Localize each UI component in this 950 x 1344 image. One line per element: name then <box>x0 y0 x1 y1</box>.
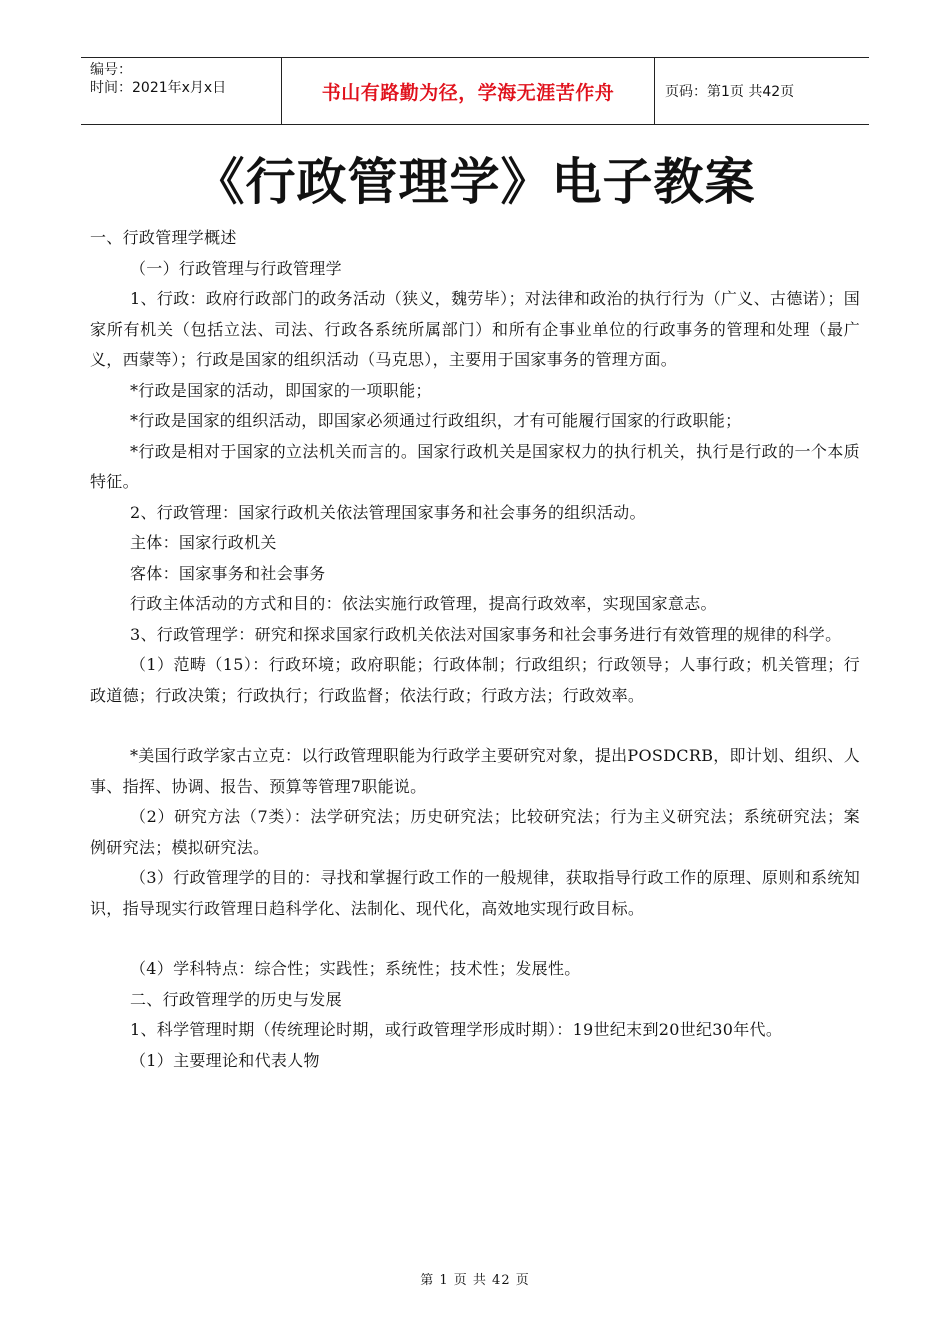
document-number-label: 编号： <box>90 62 132 78</box>
paragraph: （3）行政管理学的目的：寻找和掌握行政工作的一般规律，获取指导行政工作的原理、原则和系统知识，指导现实行政管理日趋科学化、法制化、现代化，高效地实现行政目标。 <box>90 868 860 918</box>
paragraph: 行政主体活动的方式和目的：依法实施行政管理，提高行政效率，实现国家意志。 <box>130 594 717 613</box>
header-page-info: 页码：第1页 共42页 <box>665 84 795 100</box>
document-title: 《行政管理学》电子教案 <box>194 153 756 211</box>
page-footer: 第 1 页 共 42 页 <box>420 1273 530 1288</box>
paragraph: （4）学科特点：综合性；实践性；系统性；技术性；发展性。 <box>130 959 581 978</box>
paragraph: （一）行政管理与行政管理学 <box>130 258 342 278</box>
document-body <box>90 223 860 1076</box>
paragraph: （1）主要理论和代表人物 <box>130 1050 320 1070</box>
header-meta-cell <box>81 58 282 124</box>
paragraph: 二、行政管理学的历史与发展 <box>130 989 342 1009</box>
paragraph: 1、科学管理时期（传统理论时期，或行政管理学形成时期）：19世纪末到20世纪30年代。 <box>130 1020 783 1039</box>
document-time: 时间：2021年x月x日 <box>90 80 227 96</box>
paragraph: 3、行政管理学：研究和探求国家行政机关依法对国家事务和社会事务进行有效管理的规律的科学。 <box>130 624 842 644</box>
paragraph: 主体：国家行政机关 <box>130 533 277 552</box>
paragraph: 2、行政管理：国家行政机关依法管理国家事务和社会事务的组织活动。 <box>130 502 646 522</box>
paragraph: （2）研究方法（7类）：法学研究法；历史研究法；比较研究法；行为主义研究法；系统研究法；案例研究法；模拟研究法。 <box>90 807 860 857</box>
paragraph-spacer <box>90 711 860 741</box>
paragraph: （1）范畴（15）：行政环境；政府职能；行政体制；行政组织；行政领导；人事行政；机关管理；行政道德；行政决策；行政执行；行政监督；依法行政；行政方法；行政效率。 <box>90 655 860 705</box>
paragraph: 一、行政管理学概述 <box>90 228 237 247</box>
header-table <box>81 57 869 125</box>
paragraph: 1、行政：政府行政部门的政务活动（狭义，魏劳毕）；对法律和政治的执行行为（广义、古德诺）；国家所有机关（包括立法、司法、行政各系统所属部门）和所有企事业单位的行政事务的管理和处理（最广义，西蒙等）；行政是国家的组织活动（马克思），主要用于国家事务的管理方面。 <box>90 289 860 369</box>
paragraph: *行政是国家的组织活动，即国家必须通过行政组织，才有可能履行国家的行政职能； <box>130 411 742 430</box>
header-motto: 书山有路勤为径，学海无涯苦作舟 <box>282 58 655 124</box>
paragraph: *行政是相对于国家的立法机关而言的。国家行政机关是国家权力的执行机关，执行是行政的一个本质特征。 <box>90 441 860 491</box>
paragraph: *美国行政学家古立克：以行政管理职能为行政学主要研究对象，提出POSDCRB，即计划、组织、人事、指挥、协调、报告、预算等管理7职能说。 <box>90 746 860 796</box>
paragraph: *行政是国家的活动，即国家的一项职能； <box>130 380 432 400</box>
paragraph: 客体：国家事务和社会事务 <box>130 563 326 583</box>
paragraph-spacer <box>90 924 860 954</box>
